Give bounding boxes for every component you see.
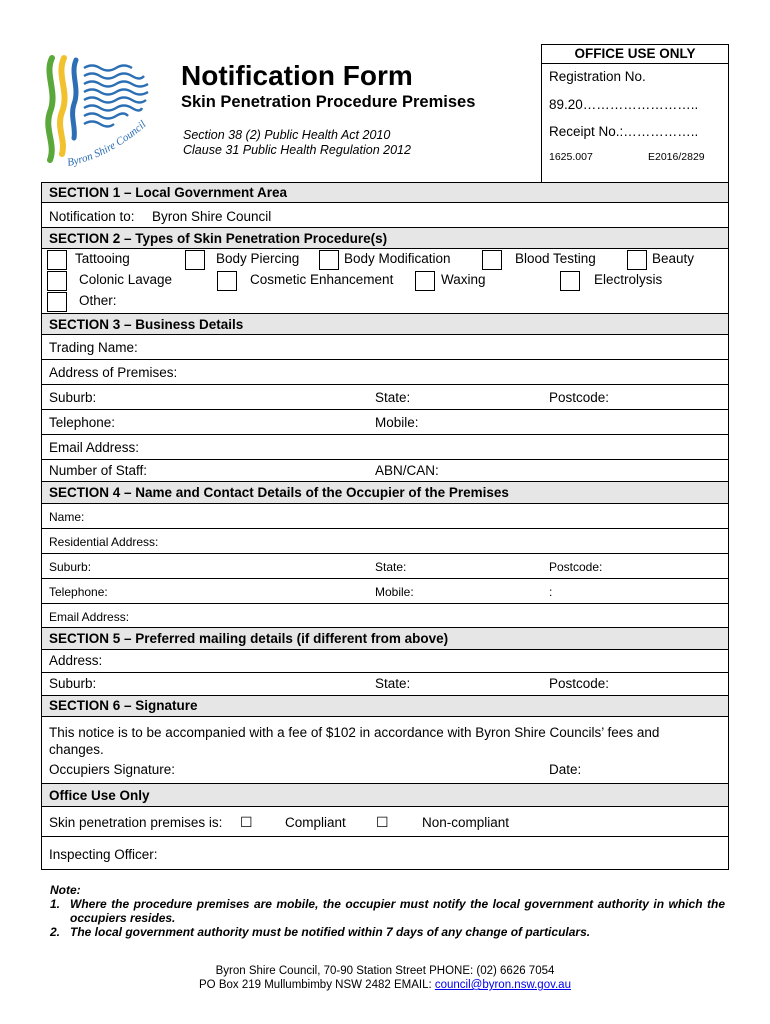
footer-po-box: PO Box 219 Mullumbimby NSW 2482 EMAIL:	[199, 979, 435, 991]
email-label: Email Address:	[49, 440, 140, 455]
mailing-address-label: Address:	[49, 653, 103, 668]
footer	[0, 964, 770, 992]
telephone-label: Telephone:	[49, 415, 116, 430]
residential-address-row[interactable]	[42, 529, 728, 554]
body-piercing-checkbox[interactable]	[185, 250, 205, 270]
section2-title: SECTION 2 – Types of Skin Penetration Procedure(s)	[49, 231, 388, 246]
business-phone-row[interactable]	[42, 410, 728, 435]
other-checkbox[interactable]	[47, 292, 67, 312]
non-compliant-checkbox[interactable]: ☐	[376, 814, 389, 830]
act-line-2: Clause 31 Public Health Regulation 2012	[183, 143, 411, 157]
premises-address-label: Address of Premises:	[49, 365, 178, 380]
trading-name-label: Trading Name:	[49, 340, 138, 355]
residential-address-label: Residential Address:	[49, 535, 159, 549]
reference-number: E2016/2829	[648, 151, 705, 163]
receipt-field[interactable]: Receipt No.:……………..	[549, 124, 699, 139]
occupier-colon: :	[549, 585, 553, 599]
section5-title: SECTION 5 – Preferred mailing details (if different from above)	[49, 631, 449, 646]
postcode-label: Postcode:	[549, 390, 610, 405]
note-text: Where the procedure premises are mobile, the occupier must notify the local government authority in which the occupiers resides.	[70, 897, 725, 925]
inspecting-officer-label: Inspecting Officer:	[49, 847, 158, 862]
footer-contact	[0, 978, 770, 992]
footer-address: Byron Shire Council, 70-90 Station Street PHONE: (02) 6626 7054	[215, 965, 555, 977]
other-label: Other:	[79, 293, 117, 308]
waxing-label: Waxing	[441, 272, 486, 287]
waxing-checkbox[interactable]	[415, 271, 435, 291]
registration-label: Registration No.	[549, 69, 646, 84]
occupier-name-label: Name:	[49, 510, 85, 524]
section1-header	[42, 183, 728, 203]
occupier-suburb-row[interactable]	[42, 554, 728, 579]
compliance-row	[42, 807, 728, 837]
inspecting-officer-row[interactable]	[42, 837, 728, 869]
occupier-name-row[interactable]	[42, 504, 728, 529]
form-title: Notification Form	[181, 60, 413, 91]
occupier-postcode-label: Postcode:	[549, 560, 603, 574]
colonic-lavage-label: Colonic Lavage	[79, 272, 173, 287]
occupier-phone-row[interactable]	[42, 579, 728, 604]
note-number: 1.	[50, 897, 61, 911]
mailing-postcode-label: Postcode:	[549, 676, 610, 691]
electrolysis-checkbox[interactable]	[560, 271, 580, 291]
mailing-suburb-label: Suburb:	[49, 676, 97, 691]
state-label: State:	[375, 390, 411, 405]
date-field[interactable]: Date:	[549, 762, 582, 777]
office-only-header	[42, 784, 728, 807]
notes	[50, 883, 725, 939]
business-suburb-row[interactable]	[42, 385, 728, 410]
section3-title: SECTION 3 – Business Details	[49, 317, 244, 332]
office-only-title: Office Use Only	[49, 788, 150, 803]
premises-address-row[interactable]	[42, 360, 728, 385]
fee-notice: This notice is to be accompanied with a fee of $102 in accordance with Byron Shire Councils’ fees and changes.	[49, 725, 660, 757]
premises-label: Skin penetration premises is:	[49, 815, 223, 830]
council-email-link[interactable]: council@byron.nsw.gov.au	[434, 979, 571, 991]
occupier-email-row[interactable]	[42, 604, 728, 628]
legislation-reference	[183, 128, 411, 158]
section1-title: SECTION 1 – Local Government Area	[49, 185, 288, 200]
note-text: The local government authority must be notified within 7 days of any change of particulars.	[70, 925, 591, 939]
occupier-email-label: Email Address:	[49, 610, 130, 624]
form-table	[41, 182, 729, 870]
form-subtitle: Skin Penetration Procedure Premises	[181, 93, 476, 111]
occupier-state-label: State:	[375, 560, 407, 574]
body-modification-checkbox[interactable]	[319, 250, 339, 270]
colonic-lavage-checkbox[interactable]	[47, 271, 67, 291]
blood-testing-checkbox[interactable]	[482, 250, 502, 270]
registration-value[interactable]: 89.20……………………..	[549, 97, 699, 112]
cosmetic-enhancement-label: Cosmetic Enhancement	[250, 272, 394, 287]
tattooing-checkbox[interactable]	[47, 250, 67, 270]
section6-header	[42, 696, 728, 717]
section3-header	[42, 314, 728, 335]
notes-heading: Note:	[50, 883, 81, 897]
staff-abn-row[interactable]	[42, 460, 728, 482]
section6-title: SECTION 6 – Signature	[49, 698, 198, 713]
compliant-checkbox[interactable]: ☐	[240, 814, 253, 830]
signature-block	[42, 717, 728, 784]
non-compliant-label: Non-compliant	[422, 815, 510, 830]
council-logo	[40, 54, 170, 174]
tattooing-label: Tattooing	[75, 251, 130, 266]
receipt-code: 1625.007	[549, 151, 593, 163]
occupier-suburb-label: Suburb:	[49, 560, 92, 574]
blood-testing-label: Blood Testing	[515, 251, 596, 266]
logo-text: Byron Shire Council	[66, 118, 149, 169]
mailing-suburb-row[interactable]	[42, 673, 728, 696]
body-modification-label: Body Modification	[344, 251, 451, 266]
office-use-box	[541, 44, 729, 182]
note-number: 2.	[50, 925, 61, 939]
electrolysis-label: Electrolysis	[594, 272, 663, 287]
mailing-address-row[interactable]	[42, 650, 728, 673]
body-piercing-label: Body Piercing	[216, 251, 300, 266]
section2-header	[42, 228, 728, 249]
mailing-state-label: State:	[375, 676, 411, 691]
signature-field[interactable]: Occupiers Signature:	[49, 762, 176, 777]
occupier-telephone-label: Telephone:	[49, 585, 108, 599]
notification-value[interactable]: Byron Shire Council	[152, 209, 272, 224]
mobile-label: Mobile:	[375, 415, 419, 430]
office-use-heading: OFFICE USE ONLY	[542, 45, 728, 64]
cosmetic-enhancement-checkbox[interactable]	[217, 271, 237, 291]
act-line-1: Section 38 (2) Public Health Act 2010	[183, 128, 391, 142]
suburb-label: Suburb:	[49, 390, 97, 405]
staff-label: Number of Staff:	[49, 463, 148, 478]
section4-title: SECTION 4 – Name and Contact Details of the Occupier of the Premises	[49, 485, 509, 500]
notification-label: Notification to:	[49, 209, 135, 224]
compliant-label: Compliant	[285, 815, 346, 830]
occupier-mobile-label: Mobile:	[375, 585, 414, 599]
section4-header	[42, 482, 728, 504]
procedure-types	[42, 249, 728, 314]
section5-header	[42, 628, 728, 650]
abn-label: ABN/CAN:	[375, 463, 439, 478]
business-email-row[interactable]	[42, 435, 728, 460]
beauty-label: Beauty	[652, 251, 695, 266]
notification-row[interactable]	[42, 203, 728, 228]
note-item	[50, 925, 725, 939]
trading-name-row[interactable]	[42, 335, 728, 360]
beauty-checkbox[interactable]	[627, 250, 647, 270]
note-item	[50, 897, 725, 925]
